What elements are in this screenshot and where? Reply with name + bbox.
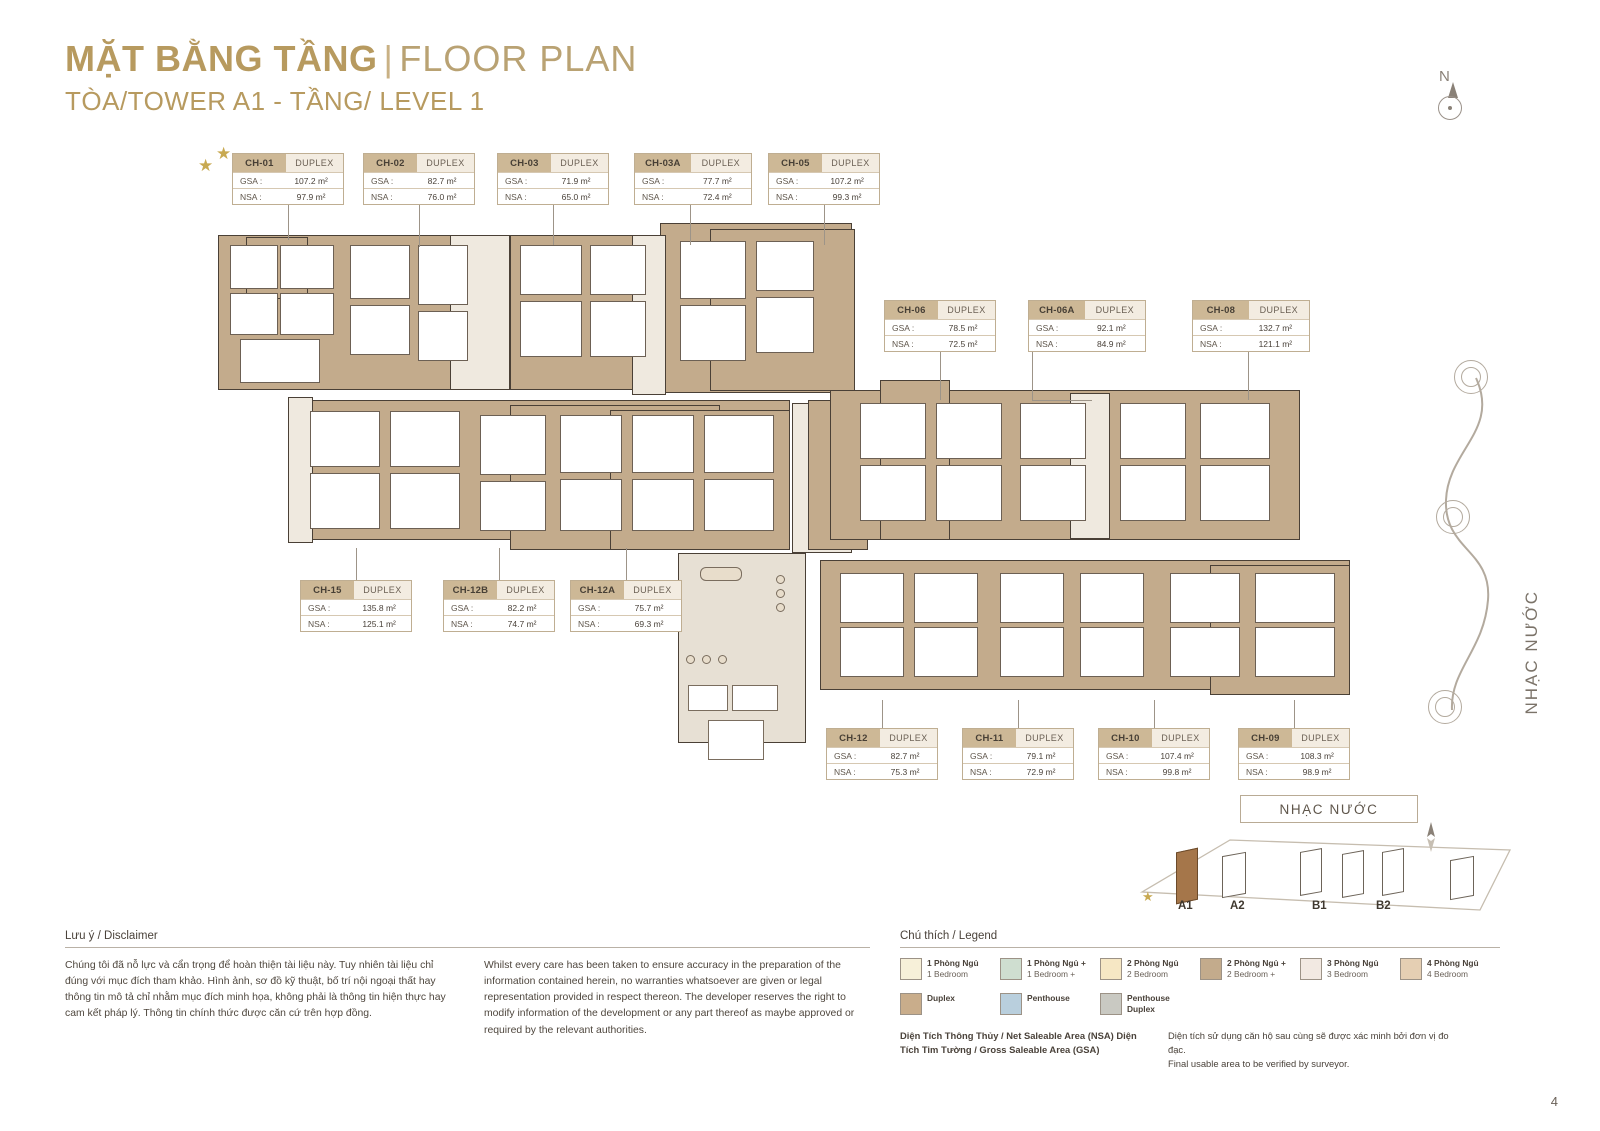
gsa-value: 82.7 m² bbox=[427, 175, 457, 186]
plan-furniture bbox=[776, 589, 785, 598]
plan-furniture bbox=[776, 575, 785, 584]
unit-code: CH-03 bbox=[498, 154, 551, 172]
plan-room bbox=[590, 301, 646, 357]
gsa-label: GSA : bbox=[1246, 750, 1269, 761]
page-title-en: FLOOR PLAN bbox=[399, 38, 638, 79]
page-header bbox=[65, 38, 637, 117]
unit-type: DUPLEX bbox=[1016, 729, 1073, 747]
legend-swatch-icon bbox=[1300, 958, 1322, 980]
legend-item-2-bedroom bbox=[1100, 958, 1200, 981]
nsa-value: 75.3 m² bbox=[890, 766, 920, 777]
gsa-value: 82.7 m² bbox=[890, 750, 920, 761]
nsa-label: NSA : bbox=[451, 618, 473, 629]
plan-room bbox=[1000, 627, 1064, 677]
legend-label-vi: Penthouse bbox=[1027, 992, 1070, 1003]
plan-room bbox=[1255, 573, 1335, 623]
legend-label-vi: 1 Phòng Ngủ + bbox=[1027, 958, 1086, 968]
plan-room bbox=[350, 305, 410, 355]
unit-type: DUPLEX bbox=[551, 154, 608, 172]
nsa-label: NSA : bbox=[642, 191, 664, 202]
plan-furniture bbox=[718, 655, 727, 664]
nsa-label: NSA : bbox=[970, 766, 992, 777]
disclaimer-text-en: Whilst every care has been taken to ensure accuracy in the preparation of the information contained herein, no warranties whatsoever are given or legal representation provided in respect thereon. The developer reserves the right to modify information of the development or any part thereof as maybe approved or required by the relevant authorities. bbox=[484, 960, 855, 1036]
legend-swatch-icon bbox=[1200, 958, 1222, 980]
unit-card-ch-12b[interactable] bbox=[443, 580, 555, 632]
legend-label-en: 2 Bedroom + bbox=[1227, 969, 1276, 980]
unit-code: CH-08 bbox=[1193, 301, 1249, 319]
legend-label-en: 3 Bedroom bbox=[1327, 969, 1368, 980]
page-title-vi: MẶT BẰNG TẦNG bbox=[65, 38, 378, 79]
plan-room bbox=[680, 305, 746, 361]
legend-swatch-icon bbox=[1100, 958, 1122, 980]
legend-label-vi: 2 Phòng Ngủ bbox=[1127, 958, 1179, 968]
unit-type: DUPLEX bbox=[286, 154, 343, 172]
unit-code: CH-11 bbox=[963, 729, 1016, 747]
plan-room bbox=[680, 241, 746, 299]
plan-room bbox=[1000, 573, 1064, 623]
nsa-value: 72.9 m² bbox=[1026, 766, 1056, 777]
legend-item-2-bedroom-plus bbox=[1200, 958, 1300, 981]
gsa-label: GSA : bbox=[642, 175, 665, 186]
key-plan-tower-b1[interactable] bbox=[1300, 848, 1322, 896]
water-feature-vertical-label: NHẠC NƯỚC bbox=[1522, 590, 1541, 715]
gsa-value: 79.1 m² bbox=[1026, 750, 1056, 761]
nsa-value: 97.9 m² bbox=[296, 191, 326, 202]
unit-type: DUPLEX bbox=[880, 729, 937, 747]
legend-item-3-bedroom bbox=[1300, 958, 1400, 981]
gsa-label: GSA : bbox=[240, 175, 263, 186]
gsa-value: 75.7 m² bbox=[634, 602, 664, 613]
legend-notes bbox=[900, 1029, 1500, 1070]
unit-card-ch-03a[interactable] bbox=[634, 153, 752, 205]
nsa-label: NSA : bbox=[308, 618, 330, 629]
key-plan-tower-extra[interactable] bbox=[1450, 856, 1474, 900]
plan-room bbox=[860, 465, 926, 521]
gsa-label: GSA : bbox=[1200, 322, 1223, 333]
unit-connector bbox=[1154, 700, 1155, 728]
unit-star-icon: ★ bbox=[216, 144, 232, 163]
unit-card-ch-02[interactable] bbox=[363, 153, 475, 205]
note-gsa: Diện Tích Tim Tường / Gross Saleable Area (GSA) bbox=[900, 1030, 1137, 1055]
gsa-label: GSA : bbox=[892, 322, 915, 333]
unit-card-ch-09[interactable] bbox=[1238, 728, 1350, 780]
plan-furniture bbox=[702, 655, 711, 664]
unit-card-ch-06a[interactable] bbox=[1028, 300, 1146, 352]
unit-connector bbox=[690, 205, 691, 245]
plan-room bbox=[936, 403, 1002, 459]
plan-room bbox=[632, 415, 694, 473]
unit-code: CH-10 bbox=[1099, 729, 1152, 747]
plan-room bbox=[1080, 573, 1144, 623]
gsa-label: GSA : bbox=[776, 175, 799, 186]
legend-label-en: 4 Bedroom bbox=[1427, 969, 1468, 980]
unit-code: CH-02 bbox=[364, 154, 417, 172]
unit-code: CH-06 bbox=[885, 301, 938, 319]
nsa-label: NSA : bbox=[776, 191, 798, 202]
nsa-label: NSA : bbox=[240, 191, 262, 202]
plan-room bbox=[1200, 465, 1270, 521]
nsa-value: 74.7 m² bbox=[507, 618, 537, 629]
gsa-value: 107.4 m² bbox=[1160, 750, 1194, 761]
unit-card-ch-12a[interactable] bbox=[570, 580, 682, 632]
plan-room bbox=[1020, 465, 1086, 521]
nsa-label: NSA : bbox=[834, 766, 856, 777]
page-number: 4 bbox=[1550, 1094, 1558, 1109]
legend-item-4-bedroom bbox=[1400, 958, 1500, 981]
key-plan-tower-b1b[interactable] bbox=[1342, 850, 1364, 898]
unit-connector bbox=[824, 205, 825, 245]
plan-furniture bbox=[688, 685, 728, 711]
legend-swatch-icon bbox=[1000, 993, 1022, 1015]
gsa-value: 107.2 m² bbox=[830, 175, 864, 186]
plan-room bbox=[756, 297, 814, 353]
plan-room bbox=[860, 403, 926, 459]
unit-type: DUPLEX bbox=[1292, 729, 1349, 747]
plan-room bbox=[914, 573, 978, 623]
gsa-value: 135.8 m² bbox=[362, 602, 396, 613]
plan-room bbox=[936, 465, 1002, 521]
page-title bbox=[65, 38, 637, 80]
nsa-value: 76.0 m² bbox=[427, 191, 457, 202]
gsa-label: GSA : bbox=[451, 602, 474, 613]
nsa-label: NSA : bbox=[371, 191, 393, 202]
compass-north-label: N bbox=[1439, 68, 1450, 85]
plan-room bbox=[1255, 627, 1335, 677]
key-plan-tower-a2[interactable] bbox=[1222, 852, 1246, 898]
legend-heading: Chú thích / Legend bbox=[900, 930, 998, 942]
nsa-label: NSA : bbox=[1246, 766, 1268, 777]
legend-divider bbox=[900, 947, 1500, 948]
unit-type: DUPLEX bbox=[1152, 729, 1209, 747]
unit-code: CH-06A bbox=[1029, 301, 1085, 319]
unit-connector bbox=[1018, 700, 1019, 728]
plan-room bbox=[1120, 403, 1186, 459]
unit-connector bbox=[499, 548, 500, 580]
plan-furniture bbox=[776, 603, 785, 612]
gsa-value: 132.7 m² bbox=[1258, 322, 1293, 333]
legend-label-en: 1 Bedroom + bbox=[1027, 969, 1076, 980]
unit-type: DUPLEX bbox=[354, 581, 411, 599]
legend-item-penthouse-duplex bbox=[1100, 993, 1200, 1016]
unit-code: CH-12B bbox=[444, 581, 497, 599]
legend-section bbox=[900, 930, 1500, 1070]
legend-items bbox=[900, 958, 1500, 1027]
plan-room bbox=[840, 627, 904, 677]
gsa-label: GSA : bbox=[505, 175, 528, 186]
plan-room bbox=[418, 311, 468, 361]
gsa-value: 108.3 m² bbox=[1300, 750, 1334, 761]
gsa-value: 71.9 m² bbox=[561, 175, 591, 186]
unit-type: DUPLEX bbox=[417, 154, 474, 172]
legend-label-vi: 1 Phòng Ngủ bbox=[927, 958, 979, 968]
nsa-value: 65.0 m² bbox=[561, 191, 591, 202]
legend-swatch-icon bbox=[900, 993, 922, 1015]
unit-connector bbox=[1294, 700, 1295, 728]
unit-type: DUPLEX bbox=[938, 301, 995, 319]
gsa-label: GSA : bbox=[371, 175, 394, 186]
plan-room bbox=[240, 339, 320, 383]
legend-label-vi: Duplex bbox=[927, 992, 955, 1003]
disclaimer-section bbox=[65, 930, 870, 1039]
nsa-value: 72.4 m² bbox=[702, 191, 732, 202]
unit-code: CH-12A bbox=[571, 581, 624, 599]
legend-label-vi: 3 Phòng Ngủ bbox=[1327, 958, 1379, 968]
plan-room bbox=[590, 245, 646, 295]
key-plan-tower-a1[interactable] bbox=[1176, 848, 1198, 905]
unit-connector bbox=[1248, 352, 1249, 400]
compass-center-dot-icon bbox=[1448, 106, 1452, 110]
legend-item-duplex bbox=[900, 993, 1000, 1016]
unit-connector bbox=[419, 205, 420, 247]
gsa-label: GSA : bbox=[1036, 322, 1059, 333]
unit-type: DUPLEX bbox=[822, 154, 879, 172]
plan-furniture bbox=[708, 720, 764, 760]
plan-room bbox=[1080, 627, 1144, 677]
legend-swatch-icon bbox=[900, 958, 922, 980]
unit-code: CH-03A bbox=[635, 154, 691, 172]
highlight-star-icon: ★ bbox=[198, 156, 214, 175]
plan-room bbox=[480, 415, 546, 475]
unit-code: CH-12 bbox=[827, 729, 880, 747]
plan-room bbox=[560, 479, 622, 531]
unit-type: DUPLEX bbox=[1249, 301, 1309, 319]
unit-type: DUPLEX bbox=[497, 581, 554, 599]
gsa-label: GSA : bbox=[1106, 750, 1129, 761]
gsa-label: GSA : bbox=[578, 602, 601, 613]
water-feature-box-label: NHẠC NƯỚC bbox=[1240, 795, 1418, 823]
plan-room bbox=[704, 479, 774, 531]
gsa-value: 82.2 m² bbox=[507, 602, 537, 613]
unit-code: CH-01 bbox=[233, 154, 286, 172]
unit-card-ch-05[interactable] bbox=[768, 153, 880, 205]
gsa-label: GSA : bbox=[970, 750, 993, 761]
plan-room bbox=[520, 301, 582, 357]
nsa-label: NSA : bbox=[1106, 766, 1128, 777]
legend-swatch-icon bbox=[1400, 958, 1422, 980]
unit-connector bbox=[553, 205, 554, 245]
disclaimer-text-vi: Chúng tôi đã nỗ lực và cẩn trọng để hoàn thiện tài liệu này. Tuy nhiên tài liệu chỉ đúng với mục đích tham khảo. Hình ảnh, sơ đồ kỹ thuật, bố trí nội ngoại thất hay thông tin mô tả chỉ nhằm mục đích minh họa, không phải là thông tin hiện thực hay cam kết pháp lý. Thông tin chính thức được căn cứ trên hợp đồng. bbox=[65, 960, 446, 1020]
unit-type: DUPLEX bbox=[624, 581, 681, 599]
nsa-label: NSA : bbox=[1200, 338, 1222, 349]
unit-code: CH-05 bbox=[769, 154, 822, 172]
plan-room bbox=[840, 573, 904, 623]
unit-connector bbox=[1032, 400, 1092, 401]
legend-item-1-bedroom-plus bbox=[1000, 958, 1100, 981]
nsa-label: NSA : bbox=[578, 618, 600, 629]
plan-room bbox=[310, 411, 380, 467]
plan-room bbox=[390, 473, 460, 529]
key-plan-label-a1: A1 bbox=[1178, 900, 1193, 912]
unit-code: CH-15 bbox=[301, 581, 354, 599]
nsa-value: 98.9 m² bbox=[1302, 766, 1332, 777]
nsa-value: 72.5 m² bbox=[948, 338, 978, 349]
nsa-label: NSA : bbox=[505, 191, 527, 202]
unit-connector bbox=[1032, 352, 1033, 400]
plan-room bbox=[1170, 573, 1240, 623]
unit-code: CH-09 bbox=[1239, 729, 1292, 747]
plan-room bbox=[1170, 627, 1240, 677]
key-plan-compass-icon bbox=[1416, 820, 1446, 854]
legend-item-penthouse bbox=[1000, 993, 1100, 1016]
plan-furniture bbox=[700, 567, 742, 581]
unit-type: DUPLEX bbox=[691, 154, 751, 172]
plan-room bbox=[418, 245, 468, 305]
plan-room bbox=[230, 245, 278, 289]
nsa-value: 99.3 m² bbox=[832, 191, 862, 202]
unit-card-ch-15[interactable] bbox=[300, 580, 412, 632]
plan-furniture bbox=[686, 655, 695, 664]
plan-room bbox=[560, 415, 622, 473]
nsa-value: 69.3 m² bbox=[634, 618, 664, 629]
nsa-label: NSA : bbox=[892, 338, 914, 349]
gsa-label: GSA : bbox=[834, 750, 857, 761]
legend-swatch-icon bbox=[1100, 993, 1122, 1015]
unit-card-ch-12[interactable] bbox=[826, 728, 938, 780]
legend-label-vi: 2 Phòng Ngủ + bbox=[1227, 958, 1286, 968]
unit-card-ch-08[interactable] bbox=[1192, 300, 1310, 352]
unit-connector bbox=[356, 548, 357, 580]
nsa-label: NSA : bbox=[1036, 338, 1058, 349]
legend-label-vi: 4 Phòng Ngủ bbox=[1427, 958, 1479, 968]
unit-connector bbox=[940, 352, 941, 400]
key-plan-label-b1: B1 bbox=[1312, 900, 1327, 912]
unit-card-ch-01[interactable] bbox=[232, 153, 344, 205]
plan-room bbox=[632, 479, 694, 531]
unit-type: DUPLEX bbox=[1085, 301, 1145, 319]
gsa-value: 78.5 m² bbox=[948, 322, 978, 333]
note-surveyor-en: Final usable area to be verified by surveyor. bbox=[1168, 1057, 1350, 1069]
plan-room bbox=[520, 245, 582, 295]
nsa-value: 121.1 m² bbox=[1258, 338, 1293, 349]
plan-room bbox=[756, 241, 814, 291]
nsa-value: 125.1 m² bbox=[362, 618, 396, 629]
unit-connector bbox=[882, 700, 883, 728]
unit-card-ch-10[interactable] bbox=[1098, 728, 1210, 780]
nsa-value: 84.9 m² bbox=[1096, 338, 1126, 349]
page-subtitle: TÒA/TOWER A1 - TẦNG/ LEVEL 1 bbox=[65, 86, 485, 116]
plan-room bbox=[310, 473, 380, 529]
plan-room bbox=[280, 293, 334, 335]
plan-room bbox=[914, 627, 978, 677]
plan-lobby-outline bbox=[678, 553, 806, 743]
disclaimer-divider bbox=[65, 947, 870, 948]
unit-card-ch-11[interactable] bbox=[962, 728, 1074, 780]
title-separator: | bbox=[383, 38, 394, 79]
note-surveyor-vi: Diện tích sử dụng căn hộ sau cùng sẽ được xác minh bởi đơn vị đo đạc. bbox=[1168, 1030, 1449, 1055]
plan-room bbox=[280, 245, 334, 289]
compass-icon bbox=[1430, 70, 1476, 130]
unit-connector bbox=[626, 548, 627, 580]
disclaimer-heading: Lưu ý / Disclaimer bbox=[65, 930, 158, 942]
plan-furniture bbox=[732, 685, 778, 711]
key-plan-label-a2: A2 bbox=[1230, 900, 1245, 912]
plan-room bbox=[1200, 403, 1270, 459]
unit-card-ch-03[interactable] bbox=[497, 153, 609, 205]
nsa-value: 99.8 m² bbox=[1162, 766, 1192, 777]
legend-label-en: 2 Bedroom bbox=[1127, 969, 1168, 980]
gsa-label: GSA : bbox=[308, 602, 331, 613]
key-plan-tower-b2[interactable] bbox=[1382, 848, 1404, 896]
plan-room bbox=[350, 245, 410, 299]
key-plan-star-icon: ★ bbox=[1142, 889, 1154, 904]
unit-connector bbox=[288, 205, 289, 240]
gsa-value: 107.2 m² bbox=[294, 175, 328, 186]
key-plan bbox=[1120, 830, 1520, 920]
plan-room bbox=[230, 293, 278, 335]
legend-label-vi: Penthouse Duplex bbox=[1127, 992, 1170, 1015]
plan-room bbox=[390, 411, 460, 467]
water-curve-icon bbox=[1430, 370, 1500, 730]
plan-room bbox=[704, 415, 774, 473]
legend-label-en: 1 Bedroom bbox=[927, 969, 968, 980]
gsa-value: 92.1 m² bbox=[1096, 322, 1126, 333]
gsa-value: 77.7 m² bbox=[702, 175, 732, 186]
legend-swatch-icon bbox=[1000, 958, 1022, 980]
unit-card-ch-06[interactable] bbox=[884, 300, 996, 352]
plan-room bbox=[480, 481, 546, 531]
plan-room bbox=[1120, 465, 1186, 521]
key-plan-label-b2: B2 bbox=[1376, 900, 1391, 912]
legend-item-1-bedroom bbox=[900, 958, 1000, 981]
plan-room bbox=[1020, 403, 1086, 459]
note-nsa: Diện Tích Thông Thủy / Net Saleable Area (NSA) bbox=[900, 1030, 1114, 1042]
